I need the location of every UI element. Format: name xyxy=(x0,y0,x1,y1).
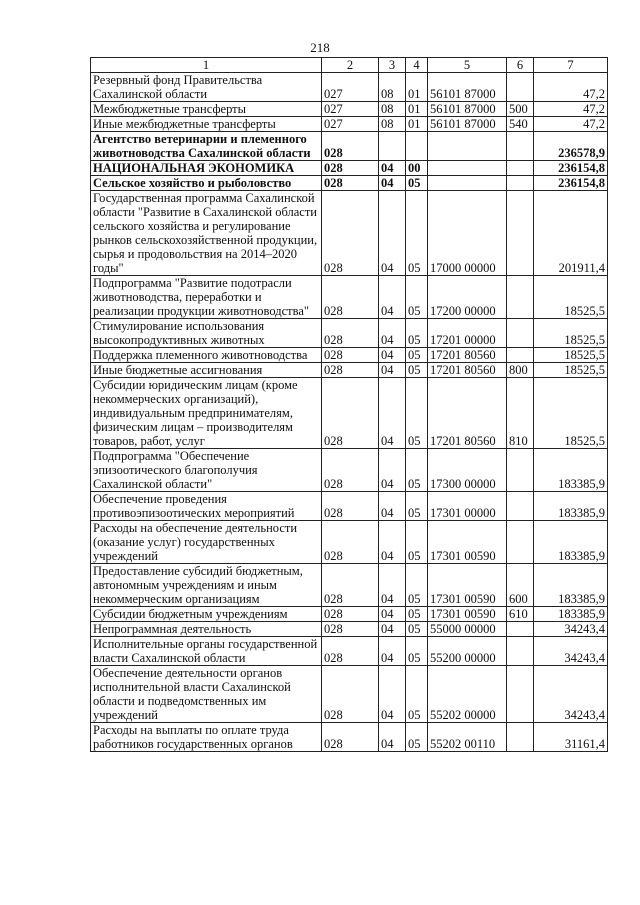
row-target-code: 55202 00000 xyxy=(428,666,507,723)
row-main-code: 027 xyxy=(322,73,379,102)
row-subsection-code: 05 xyxy=(406,191,428,276)
table-row xyxy=(91,191,608,276)
row-target-code xyxy=(428,176,507,191)
row-section-code: 04 xyxy=(379,637,406,666)
row-target-code: 56101 87000 xyxy=(428,117,507,132)
row-amount: 183385,9 xyxy=(534,492,608,521)
page-number: 218 xyxy=(310,40,330,55)
table-row xyxy=(91,492,608,521)
row-main-code: 028 xyxy=(322,132,379,161)
row-name: Поддержка племенного животноводства xyxy=(91,348,322,363)
row-section-code: 04 xyxy=(379,492,406,521)
row-main-code: 028 xyxy=(322,161,379,176)
row-expense-type-code: 500 xyxy=(507,102,534,117)
row-name: Расходы на обеспечение деятельности (оказание услуг) государственных учреждений xyxy=(91,521,322,564)
table-row xyxy=(91,622,608,637)
row-main-code: 028 xyxy=(322,622,379,637)
row-expense-type-code xyxy=(507,723,534,752)
header-col-4: 4 xyxy=(406,58,428,73)
row-expense-type-code xyxy=(507,319,534,348)
row-expense-type-code xyxy=(507,492,534,521)
row-main-code: 028 xyxy=(322,492,379,521)
row-expense-type-code: 540 xyxy=(507,117,534,132)
row-amount: 18525,5 xyxy=(534,319,608,348)
table-row xyxy=(91,117,608,132)
table-row xyxy=(91,161,608,176)
row-name: Государственная программа Сахалинской области "Развитие в Сахалинской области сельского хозяйства и регулирование рынков сельскохозяйственной продукции, сырья и продовольствия на 2014–2020 годы" xyxy=(91,191,322,276)
row-section-code: 08 xyxy=(379,117,406,132)
row-subsection-code xyxy=(406,132,428,161)
row-expense-type-code xyxy=(507,276,534,319)
row-name: Обеспечение деятельности органов исполнительной власти Сахалинской области и подведомственных им учреждений xyxy=(91,666,322,723)
row-target-code: 55200 00000 xyxy=(428,637,507,666)
row-section-code: 04 xyxy=(379,276,406,319)
row-main-code: 028 xyxy=(322,176,379,191)
row-main-code: 028 xyxy=(322,521,379,564)
row-main-code: 028 xyxy=(322,637,379,666)
row-subsection-code: 01 xyxy=(406,117,428,132)
row-name: Иные межбюджетные трансферты xyxy=(91,117,322,132)
row-amount: 183385,9 xyxy=(534,521,608,564)
header-col-7: 7 xyxy=(534,58,608,73)
row-main-code: 028 xyxy=(322,319,379,348)
row-subsection-code: 05 xyxy=(406,521,428,564)
row-section-code: 08 xyxy=(379,73,406,102)
row-target-code: 17000 00000 xyxy=(428,191,507,276)
row-main-code: 028 xyxy=(322,723,379,752)
row-subsection-code: 05 xyxy=(406,348,428,363)
row-subsection-code: 05 xyxy=(406,666,428,723)
table-row xyxy=(91,102,608,117)
row-main-code: 028 xyxy=(322,666,379,723)
row-expense-type-code xyxy=(507,622,534,637)
row-section-code: 04 xyxy=(379,378,406,449)
row-target-code: 17301 00590 xyxy=(428,564,507,607)
row-target-code: 17301 00000 xyxy=(428,492,507,521)
row-subsection-code: 05 xyxy=(406,378,428,449)
row-amount: 183385,9 xyxy=(534,607,608,622)
row-amount: 18525,5 xyxy=(534,348,608,363)
row-main-code: 028 xyxy=(322,564,379,607)
row-amount: 34243,4 xyxy=(534,666,608,723)
row-section-code: 04 xyxy=(379,319,406,348)
row-section-code: 04 xyxy=(379,449,406,492)
table-row xyxy=(91,723,608,752)
row-target-code xyxy=(428,161,507,176)
row-amount: 18525,5 xyxy=(534,363,608,378)
row-target-code: 56101 87000 xyxy=(428,102,507,117)
row-section-code xyxy=(379,132,406,161)
row-expense-type-code xyxy=(507,73,534,102)
row-section-code: 04 xyxy=(379,521,406,564)
row-amount: 183385,9 xyxy=(534,564,608,607)
row-subsection-code: 05 xyxy=(406,564,428,607)
row-name: Обеспечение проведения противоэпизоотических мероприятий xyxy=(91,492,322,521)
row-expense-type-code: 800 xyxy=(507,363,534,378)
row-amount: 201911,4 xyxy=(534,191,608,276)
row-expense-type-code: 610 xyxy=(507,607,534,622)
row-subsection-code: 01 xyxy=(406,73,428,102)
row-main-code: 027 xyxy=(322,117,379,132)
row-main-code: 027 xyxy=(322,102,379,117)
row-section-code: 04 xyxy=(379,348,406,363)
table-row xyxy=(91,607,608,622)
row-main-code: 028 xyxy=(322,378,379,449)
header-col-1: 1 xyxy=(91,58,322,73)
row-expense-type-code xyxy=(507,348,534,363)
table-row xyxy=(91,521,608,564)
row-subsection-code: 05 xyxy=(406,723,428,752)
row-subsection-code: 05 xyxy=(406,637,428,666)
row-target-code: 55202 00110 xyxy=(428,723,507,752)
table-row xyxy=(91,348,608,363)
row-amount: 34243,4 xyxy=(534,637,608,666)
row-amount: 47,2 xyxy=(534,102,608,117)
table-row xyxy=(91,73,608,102)
table-header-row xyxy=(91,58,608,73)
row-subsection-code: 05 xyxy=(406,319,428,348)
row-amount: 34243,4 xyxy=(534,622,608,637)
row-name: Исполнительные органы государственной власти Сахалинской области xyxy=(91,637,322,666)
table-row xyxy=(91,637,608,666)
row-name: Подпрограмма "Развитие подотрасли животноводства, переработки и реализации продукции животноводства" xyxy=(91,276,322,319)
row-main-code: 028 xyxy=(322,607,379,622)
row-name: Предоставление субсидий бюджетным, автономным учреждениям и иным некоммерческим организациям xyxy=(91,564,322,607)
row-section-code: 04 xyxy=(379,363,406,378)
row-subsection-code: 05 xyxy=(406,607,428,622)
row-expense-type-code xyxy=(507,449,534,492)
row-section-code: 04 xyxy=(379,191,406,276)
row-amount: 47,2 xyxy=(534,73,608,102)
row-amount: 236578,9 xyxy=(534,132,608,161)
row-section-code: 04 xyxy=(379,176,406,191)
table-row xyxy=(91,564,608,607)
header-col-5: 5 xyxy=(428,58,507,73)
row-section-code: 04 xyxy=(379,723,406,752)
table-row xyxy=(91,176,608,191)
header-col-2: 2 xyxy=(322,58,379,73)
row-target-code: 17300 00000 xyxy=(428,449,507,492)
row-target-code: 17201 80560 xyxy=(428,378,507,449)
table-row xyxy=(91,132,608,161)
row-name: Иные бюджетные ассигнования xyxy=(91,363,322,378)
row-target-code: 17301 00590 xyxy=(428,521,507,564)
row-amount: 236154,8 xyxy=(534,176,608,191)
row-subsection-code: 05 xyxy=(406,276,428,319)
row-main-code: 028 xyxy=(322,449,379,492)
row-main-code: 028 xyxy=(322,363,379,378)
row-name: Стимулирование использования высокопродуктивных животных xyxy=(91,319,322,348)
row-target-code: 55000 00000 xyxy=(428,622,507,637)
row-subsection-code: 00 xyxy=(406,161,428,176)
row-target-code: 17201 80560 xyxy=(428,363,507,378)
row-expense-type-code: 810 xyxy=(507,378,534,449)
row-expense-type-code: 600 xyxy=(507,564,534,607)
row-amount: 236154,8 xyxy=(534,161,608,176)
row-subsection-code: 01 xyxy=(406,102,428,117)
row-name: Агентство ветеринарии и племенного животноводства Сахалинской области xyxy=(91,132,322,161)
row-section-code: 04 xyxy=(379,564,406,607)
row-target-code: 56101 87000 xyxy=(428,73,507,102)
row-subsection-code: 05 xyxy=(406,492,428,521)
row-section-code: 04 xyxy=(379,666,406,723)
row-amount: 18525,5 xyxy=(534,378,608,449)
row-main-code: 028 xyxy=(322,276,379,319)
row-target-code: 17201 80560 xyxy=(428,348,507,363)
row-subsection-code: 05 xyxy=(406,622,428,637)
row-name: Расходы на выплаты по оплате труда работников государственных органов xyxy=(91,723,322,752)
row-amount: 47,2 xyxy=(534,117,608,132)
row-expense-type-code xyxy=(507,176,534,191)
row-main-code: 028 xyxy=(322,191,379,276)
row-target-code: 17200 00000 xyxy=(428,276,507,319)
row-name: Сельское хозяйство и рыболовство xyxy=(91,176,322,191)
budget-table xyxy=(90,57,608,752)
row-subsection-code: 05 xyxy=(406,363,428,378)
row-name: Субсидии юридическим лицам (кроме некоммерческих организаций), индивидуальным предпринимателям, физическим лицам – производителям товаров, работ, услуг xyxy=(91,378,322,449)
table-row xyxy=(91,378,608,449)
table-row xyxy=(91,449,608,492)
row-amount: 31161,4 xyxy=(534,723,608,752)
row-amount: 183385,9 xyxy=(534,449,608,492)
table-row xyxy=(91,363,608,378)
row-name: Субсидии бюджетным учреждениям xyxy=(91,607,322,622)
row-section-code: 04 xyxy=(379,622,406,637)
header-col-3: 3 xyxy=(379,58,406,73)
row-main-code: 028 xyxy=(322,348,379,363)
table-row xyxy=(91,319,608,348)
table-row xyxy=(91,666,608,723)
row-target-code: 17201 00000 xyxy=(428,319,507,348)
row-section-code: 04 xyxy=(379,161,406,176)
header-col-6: 6 xyxy=(507,58,534,73)
row-target-code xyxy=(428,132,507,161)
row-name: НАЦИОНАЛЬНАЯ ЭКОНОМИКА xyxy=(91,161,322,176)
row-expense-type-code xyxy=(507,161,534,176)
row-name: Подпрограмма "Обеспечение эпизоотического благополучия Сахалинской области" xyxy=(91,449,322,492)
row-expense-type-code xyxy=(507,637,534,666)
row-expense-type-code xyxy=(507,191,534,276)
table-row xyxy=(91,276,608,319)
row-name: Резервный фонд Правительства Сахалинской области xyxy=(91,73,322,102)
row-expense-type-code xyxy=(507,666,534,723)
row-expense-type-code xyxy=(507,132,534,161)
row-name: Межбюджетные трансферты xyxy=(91,102,322,117)
row-section-code: 08 xyxy=(379,102,406,117)
row-expense-type-code xyxy=(507,521,534,564)
row-target-code: 17301 00590 xyxy=(428,607,507,622)
row-subsection-code: 05 xyxy=(406,176,428,191)
row-name: Непрограммная деятельность xyxy=(91,622,322,637)
row-amount: 18525,5 xyxy=(534,276,608,319)
row-subsection-code: 05 xyxy=(406,449,428,492)
row-section-code: 04 xyxy=(379,607,406,622)
